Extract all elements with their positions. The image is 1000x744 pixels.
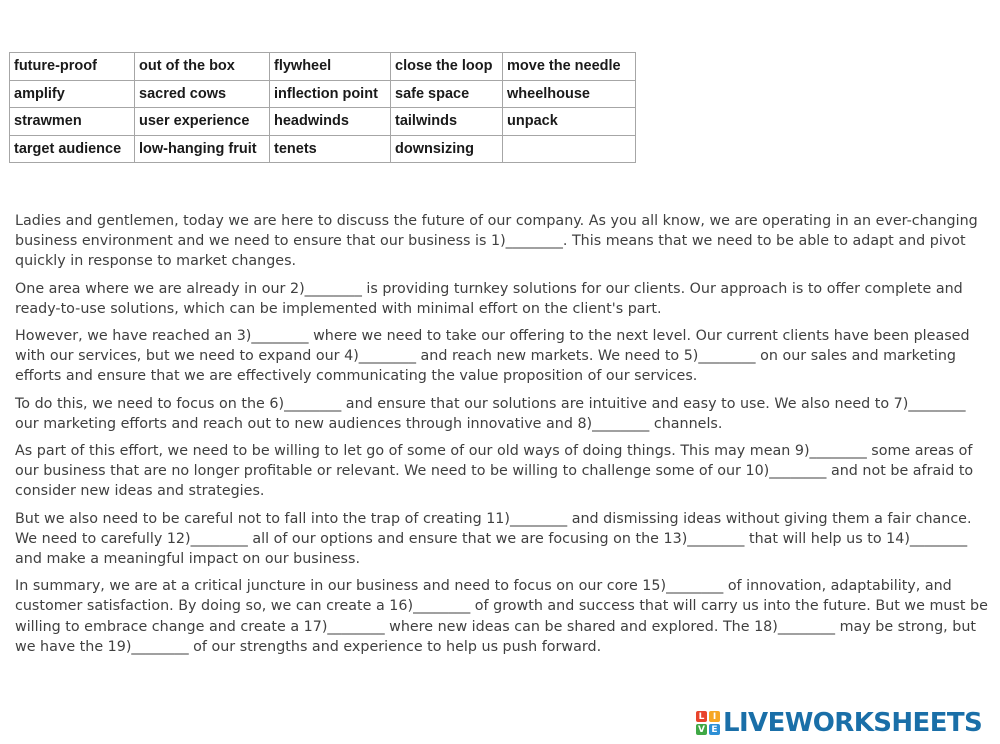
- word-bank-row: [10, 53, 636, 81]
- logo-letter-e: E: [709, 724, 720, 735]
- paragraph: In summary, we are at a critical juncture in our business and need to focus on our core 15)________ of innovation, adaptability, and customer satisfaction. By doing so, we can create a 16)________ of growth and success that will carry us into the future. But we must be willing to embrace change and create a 17)________ where new ideas can be shared and explored. The 18)________ may be strong, but we have the 19)________ of our strengths and experience to help us push forward.: [15, 578, 988, 655]
- word-bank-row: [10, 80, 636, 108]
- word-bank-cell: target audience: [10, 135, 135, 163]
- word-bank-cell: flywheel: [270, 53, 391, 81]
- word-bank-cell: tenets: [270, 135, 391, 163]
- word-bank-cell: sacred cows: [135, 80, 270, 108]
- word-bank-cell: out of the box: [135, 53, 270, 81]
- brand-name: LIVEWORKSHEETS: [723, 708, 983, 738]
- word-bank-cell: headwinds: [270, 108, 391, 136]
- word-bank-cell: downsizing: [391, 135, 503, 163]
- paragraph: However, we have reached an 3)________ where we need to take our offering to the next level. Our current clients have been pleased with our services, but we need to expand our 4)________ and reach new markets. We need to 5)________ on our sales and marketing efforts and ensure that we are effectively communicating the value proposition of our services.: [15, 328, 970, 385]
- word-bank-cell: low-hanging fruit: [135, 135, 270, 163]
- live-logo-icon: [696, 711, 720, 735]
- paragraph: One area where we are already in our 2)________ is providing turnkey solutions for our clients. Our approach is to offer complete and ready-to-use solutions, which can be implemented with minimal effort on the client's part.: [15, 280, 963, 317]
- word-bank-row: [10, 108, 636, 136]
- word-bank-table: [9, 52, 636, 163]
- word-bank-cell: inflection point: [270, 80, 391, 108]
- paragraph: Ladies and gentlemen, today we are here to discuss the future of our company. As you all know, we are operating in an ever-changing business environment and we need to ensure that our business is 1)________. This means that we need to be able to adapt and pivot quickly in response to market changes.: [15, 213, 978, 270]
- paragraph: As part of this effort, we need to be willing to let go of some of our old ways of doing things. This may mean 9)________ some areas of our business that are no longer profitable or relevant. We need to be willing to challenge some of our 10)________ and not be afraid to consider new ideas and strategies.: [15, 443, 974, 500]
- word-bank-cell: move the needle: [503, 53, 636, 81]
- word-bank-cell-empty: [503, 135, 636, 163]
- word-bank-cell: unpack: [503, 108, 636, 136]
- logo-letter-v: V: [696, 724, 707, 735]
- word-bank-cell: wheelhouse: [503, 80, 636, 108]
- liveworksheets-logo: [696, 709, 982, 737]
- word-bank-row: [10, 135, 636, 163]
- logo-letter-l: L: [696, 711, 707, 722]
- word-bank-cell: user experience: [135, 108, 270, 136]
- logo-letter-i: I: [709, 711, 720, 722]
- word-bank-cell: strawmen: [10, 108, 135, 136]
- word-bank-cell: tailwinds: [391, 108, 503, 136]
- word-bank-cell: safe space: [391, 80, 503, 108]
- word-bank-cell: amplify: [10, 80, 135, 108]
- word-bank-cell: future-proof: [10, 53, 135, 81]
- word-bank-cell: close the loop: [391, 53, 503, 81]
- paragraph: To do this, we need to focus on the 6)________ and ensure that our solutions are intuitive and easy to use. We also need to 7)________ our marketing efforts and reach out to new audiences through innovative and 8)________ channels.: [15, 395, 966, 432]
- paragraph: But we also need to be careful not to fall into the trap of creating 11)________ and dismissing ideas without giving them a fair chance. We need to carefully 12)________ all of our options and ensure that we are focusing on the 13)________ that will help us to 14)________ and make a meaningful impact on our business.: [15, 510, 972, 568]
- passage: [15, 211, 993, 664]
